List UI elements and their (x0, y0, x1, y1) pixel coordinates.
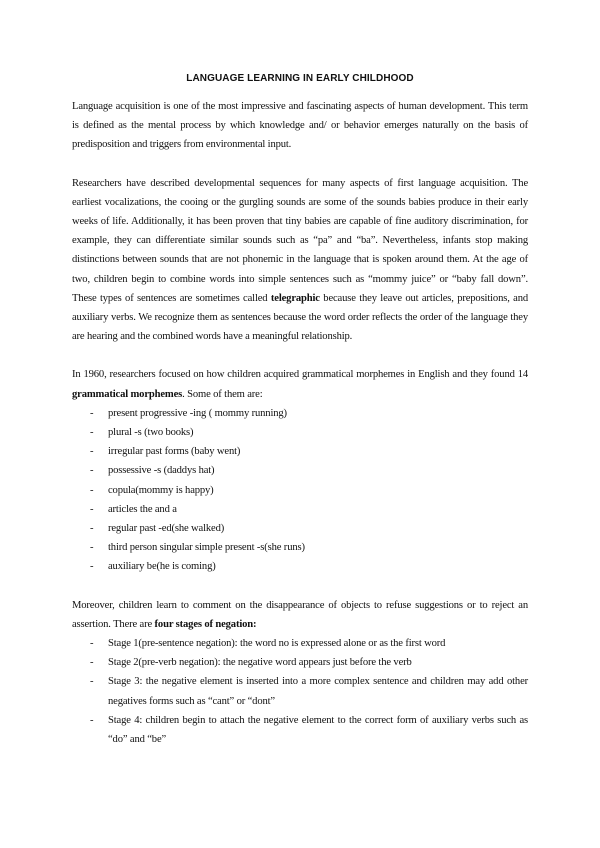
page-title: LANGUAGE LEARNING IN EARLY CHILDHOOD (186, 73, 414, 84)
list-dash: - (90, 523, 94, 535)
list-item (72, 634, 528, 653)
bold-term-four-stages: four stages of negation: (154, 618, 257, 630)
paragraph-text: Researchers have described developmental sequences for many aspects of first language acquisition. The earliest vocalizations, the cooing or the gurgling sounds are some of the sounds babies produce in their early weeks of life. Additionally, it has been proven that tiny babies are capable of fine auditory discrimination, for example, they can differentiate similar sounds such as “pa” and “ba”. Nevertheless, infants stop making distinctions between sounds that are not phonemic in the language that is spoken around them. At the age of two, children begin to combine words into simple sentences such as “mommy juice” or “baby fall down”. These types of sentences are sometimes called (72, 177, 528, 304)
list-dash: - (90, 714, 94, 726)
paragraph-text: because they leave out articles, prepositions, and auxiliary verbs. We recognize them as sentences because the word order reflects the order of the language they are hearing and the combined words have a meaningful relationship. (72, 292, 528, 343)
list-item-text: copula(mommy is happy) (108, 484, 214, 496)
list-item-text: Stage 1(pre-sentence negation): the word no is expressed alone or as the first word (108, 638, 446, 650)
list-item (72, 500, 528, 519)
list-item-text: irregular past forms (baby went) (108, 446, 241, 458)
list-item-text: Stage 2(pre-verb negation): the negative word appears just before the verb (108, 657, 412, 669)
list-item (72, 557, 528, 576)
list-item-text: auxiliary be(he is coming) (108, 561, 216, 573)
list-item-text: present progressive -ing ( mommy running) (108, 407, 287, 419)
list-item (72, 711, 528, 749)
list-item (72, 423, 528, 442)
paragraph-text: . Some of them are: (182, 388, 263, 400)
paragraph-intro: Language acquisition is one of the most impressive and fascinating aspects of human development. This term is defined as the mental process by which knowledge and/ or behavior emerges naturally on the basis of predisposition and triggers from environmental input. (72, 101, 528, 151)
list-dash: - (90, 676, 94, 688)
paragraph-text: In 1960, researchers focused on how children acquired grammatical morphemes in English and they found 14 (72, 369, 528, 381)
list-dash: - (90, 446, 94, 458)
paragraph-developmental-sequences (72, 174, 528, 347)
paragraph-text: Moreover, children learn to comment on the disappearance of objects to refuse suggestions or to reject an assertion. There are (72, 599, 528, 630)
list-dash: - (90, 561, 94, 573)
paragraph-morphemes (72, 365, 528, 403)
list-item (72, 404, 528, 423)
paragraph-negation (72, 596, 528, 634)
list-item (72, 538, 528, 557)
negation-stages-list (72, 634, 528, 749)
list-item-text: possessive -s (daddys hat) (108, 465, 215, 477)
list-item (72, 442, 528, 461)
list-item-text: third person singular simple present -s(she runs) (108, 542, 305, 554)
list-item (72, 481, 528, 500)
bold-term-grammatical-morphemes: grammatical morphemes (72, 388, 183, 400)
bold-term-telegraphic: telegraphic (270, 292, 320, 304)
document-page (72, 72, 528, 749)
list-item-text: articles the and a (108, 503, 177, 515)
list-item (72, 653, 528, 672)
list-item-text: Stage 4: children begin to attach the negative element to the correct form of auxiliary verbs such as “do” and “be” (108, 714, 528, 746)
list-item-text: regular past -ed(she walked) (108, 523, 225, 535)
list-dash: - (90, 427, 94, 439)
list-dash: - (90, 638, 94, 650)
list-dash: - (90, 484, 94, 496)
list-item (72, 519, 528, 538)
list-item-text: plural -s (two books) (108, 427, 194, 439)
list-dash: - (90, 657, 94, 669)
list-item (72, 461, 528, 480)
morphemes-list (72, 404, 528, 577)
list-item-text: Stage 3: the negative element is inserted into a more complex sentence and children may add other negatives forms such as “cant” or “dont” (108, 676, 528, 707)
list-dash: - (90, 503, 94, 515)
list-item (72, 672, 528, 710)
list-dash: - (90, 407, 94, 419)
list-dash: - (90, 542, 94, 554)
list-dash: - (90, 465, 94, 477)
